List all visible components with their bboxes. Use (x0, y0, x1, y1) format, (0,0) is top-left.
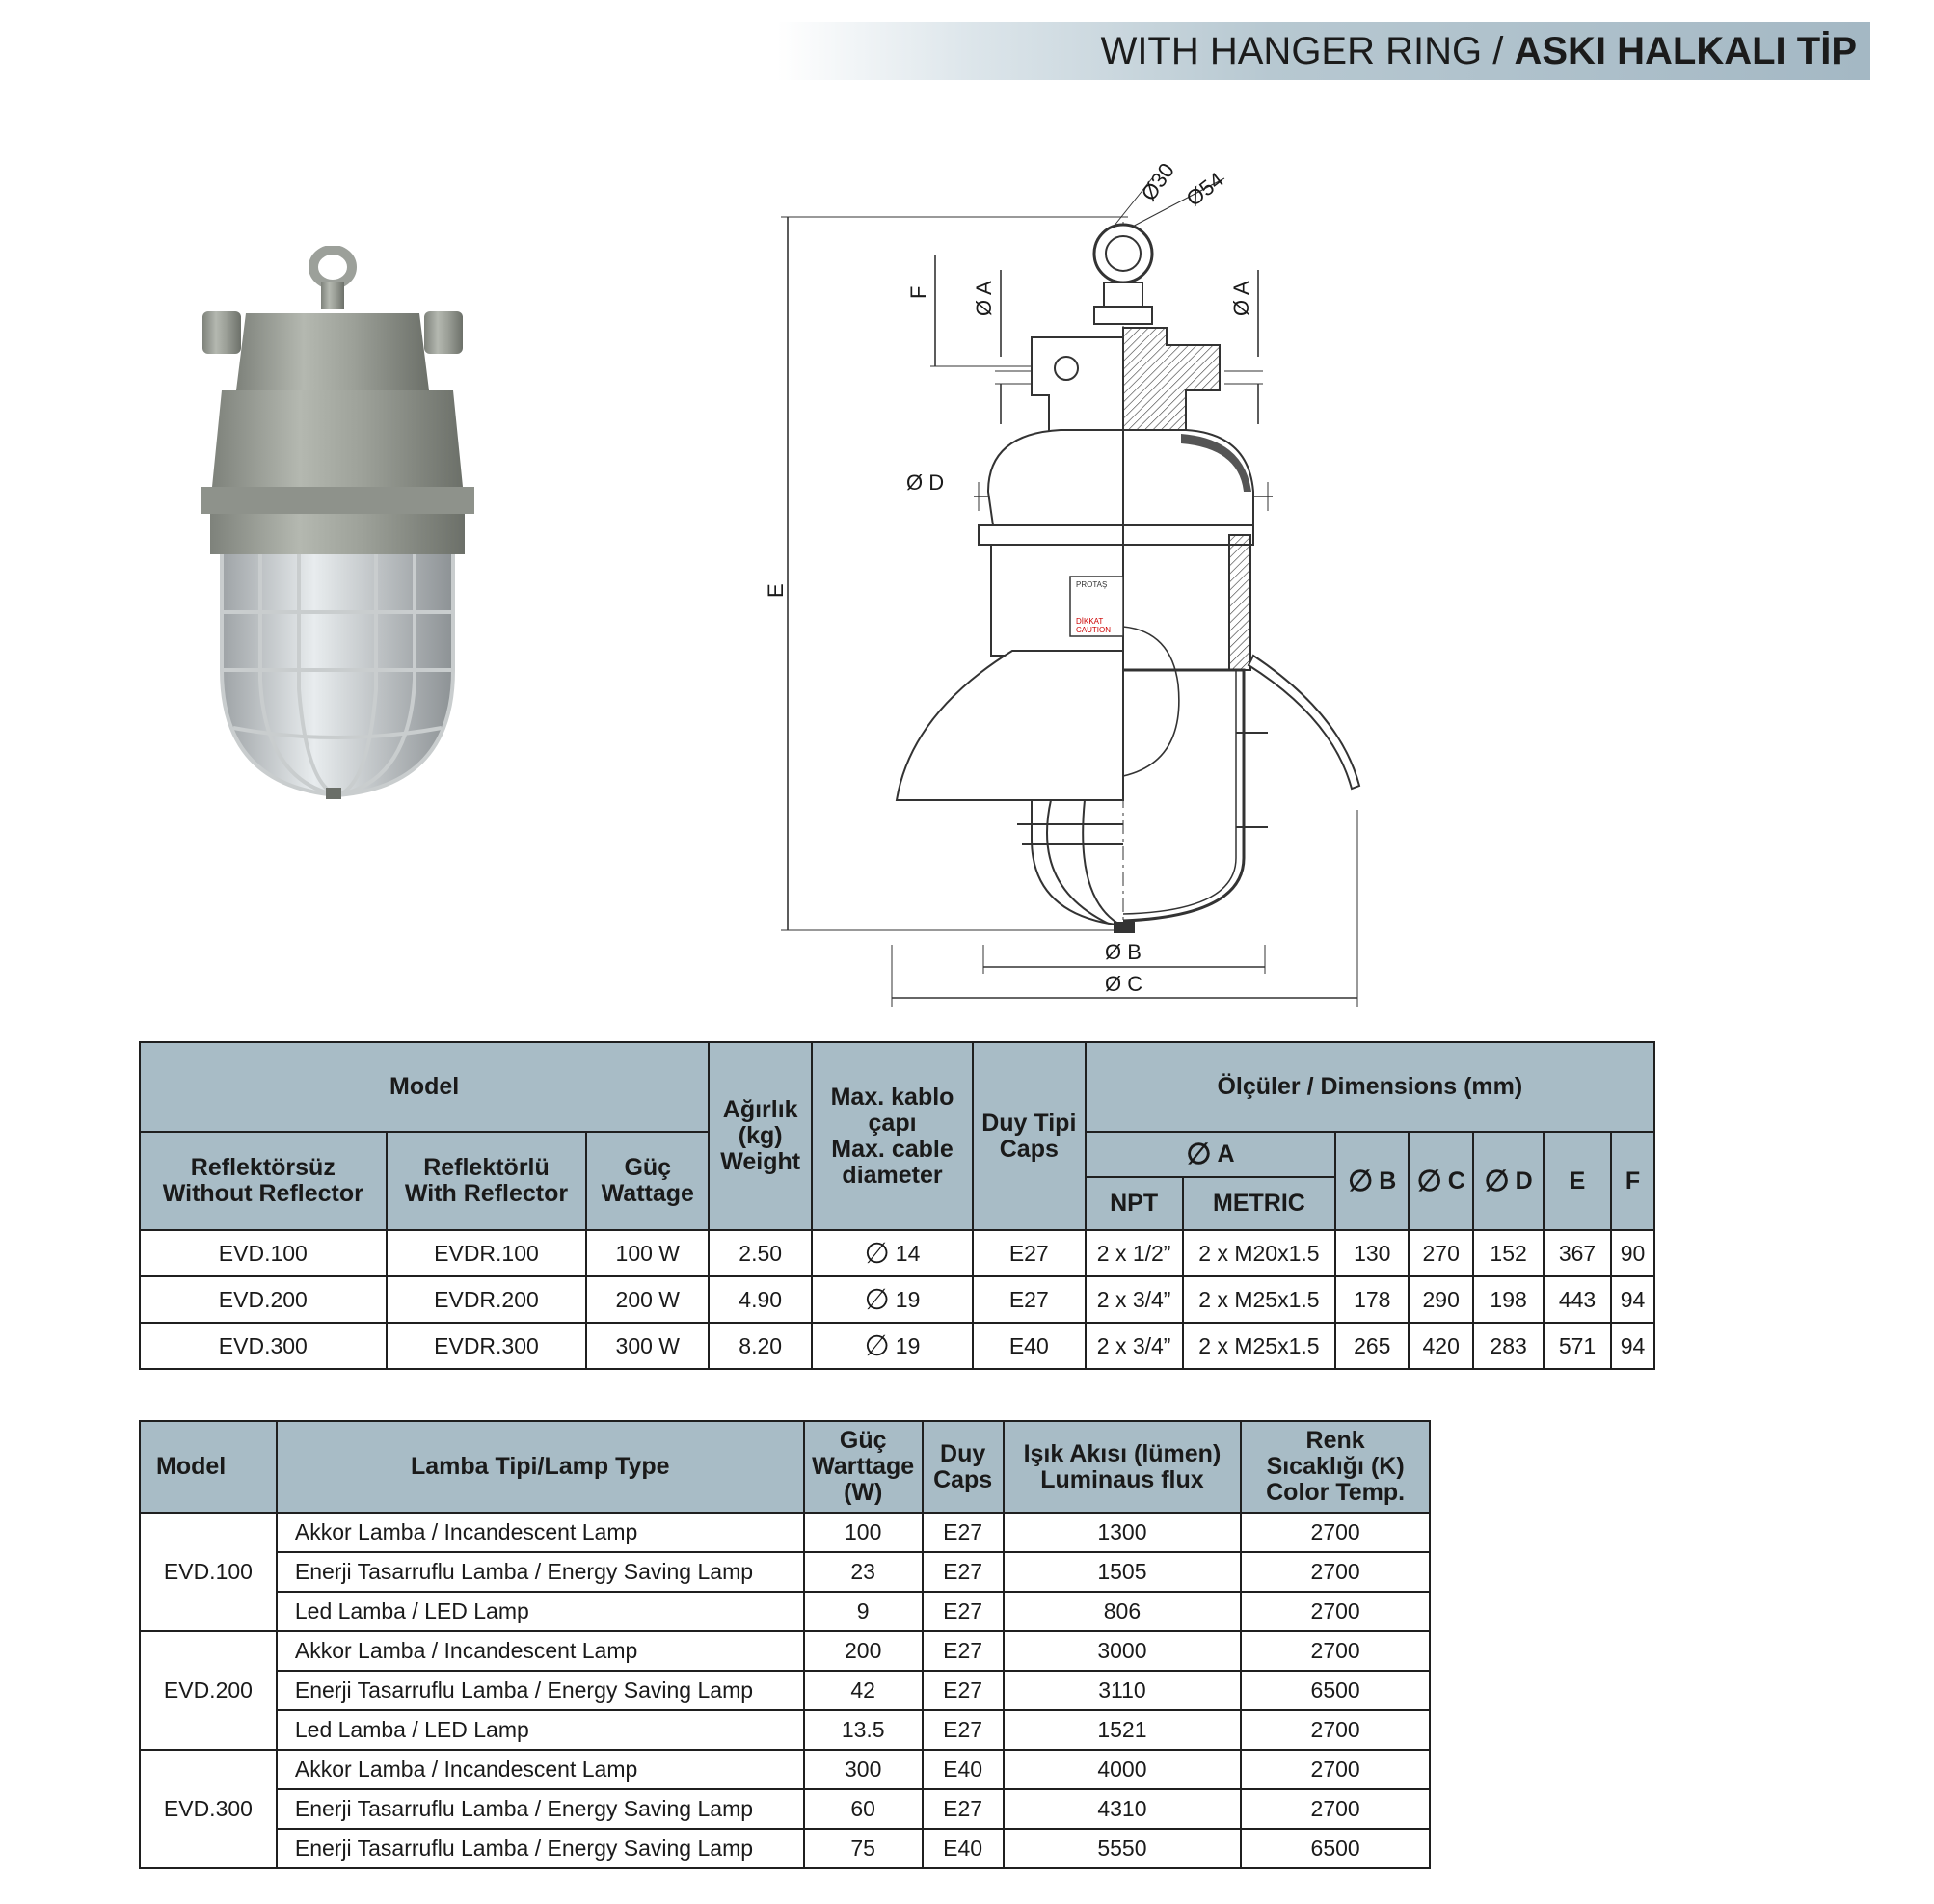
header-wattage: Güç Warttage (W) (804, 1421, 923, 1513)
cell-cable-diameter (812, 1230, 973, 1276)
cell-dia-b: 265 (1335, 1323, 1409, 1369)
cell-without-reflector: EVD.100 (140, 1230, 387, 1276)
technical-drawing (742, 145, 1398, 1012)
cell-lamp-type: Enerji Tasarruflu Lamba / Energy Saving Lamp (277, 1671, 804, 1710)
cell-wattage: 9 (804, 1592, 923, 1631)
cell-wattage: 300 (804, 1750, 923, 1789)
cell-with-reflector: EVDR.100 (387, 1230, 587, 1276)
header-flux: Işık Akısı (lümen) Luminaus flux (1004, 1421, 1242, 1513)
diameter-icon: ∅ (864, 1329, 890, 1362)
cell-model: EVD.300 (140, 1750, 277, 1868)
cell-metric: 2 x M25x1.5 (1183, 1276, 1336, 1323)
cell-flux: 1521 (1004, 1710, 1242, 1750)
cell-dia-b: 178 (1335, 1276, 1409, 1323)
cell-e: 571 (1544, 1323, 1611, 1369)
cell-npt: 2 x 1/2” (1086, 1230, 1183, 1276)
cell-with-reflector: EVDR.200 (387, 1276, 587, 1323)
cell-lamp-type: Led Lamba / LED Lamp (277, 1592, 804, 1631)
header-caps: Duy Caps (923, 1421, 1004, 1513)
cell-color-temp: 6500 (1241, 1671, 1430, 1710)
cell-weight: 8.20 (709, 1323, 812, 1369)
cell-wattage: 100 (804, 1513, 923, 1552)
table-row (140, 1829, 1430, 1868)
label-ring-outer: Ø54 (1181, 167, 1228, 211)
cell-npt: 2 x 3/4” (1086, 1323, 1183, 1369)
cell-dia-d: 198 (1473, 1276, 1544, 1323)
cell-f: 90 (1611, 1230, 1654, 1276)
junction-box (236, 313, 429, 390)
header-caps: Duy Tipi Caps (973, 1042, 1086, 1230)
cell-wattage: 23 (804, 1552, 923, 1592)
cell-cable-diameter (812, 1276, 973, 1323)
housing (212, 390, 463, 487)
cell-without-reflector: EVD.200 (140, 1276, 387, 1323)
table-row (140, 1592, 1430, 1631)
cable-value: 19 (895, 1286, 921, 1312)
header-f: F (1611, 1132, 1654, 1230)
table-row (140, 1710, 1430, 1750)
cell-lamp-type: Enerji Tasarruflu Lamba / Energy Saving Lamp (277, 1789, 804, 1829)
cell-color-temp: 2700 (1241, 1750, 1430, 1789)
cell-with-reflector: EVDR.300 (387, 1323, 587, 1369)
cell-caps: E27 (923, 1513, 1004, 1552)
header-dia-b: ∅ B (1335, 1132, 1409, 1230)
table-row (140, 1230, 1654, 1276)
cell-caps: E40 (923, 1750, 1004, 1789)
nameplate-warning-tr: DİKKAT (1076, 617, 1104, 626)
cell-dia-c: 290 (1409, 1276, 1473, 1323)
dimensions-table (139, 1041, 1655, 1370)
label-dim-a-left: Ø A (972, 281, 996, 316)
cell-cable-diameter (812, 1323, 973, 1369)
cell-weight: 2.50 (709, 1230, 812, 1276)
hanger-ring (313, 250, 352, 284)
cell-color-temp: 6500 (1241, 1829, 1430, 1868)
cable-value: 14 (895, 1240, 921, 1266)
cell-flux: 4000 (1004, 1750, 1242, 1789)
table-row (140, 1789, 1430, 1829)
table-row (140, 1276, 1654, 1323)
table-row (140, 1323, 1654, 1369)
header-with-reflector: Reflektörlü With Reflector (387, 1132, 587, 1230)
cell-caps: E27 (923, 1710, 1004, 1750)
header-metric: METRIC (1183, 1177, 1336, 1230)
cell-lamp-type: Akkor Lamba / Incandescent Lamp (277, 1631, 804, 1671)
cell-model: EVD.200 (140, 1631, 277, 1750)
label-dim-e: E (764, 583, 788, 598)
cell-caps: E27 (973, 1276, 1086, 1323)
product-photo (193, 246, 482, 834)
cell-e: 367 (1544, 1230, 1611, 1276)
cell-dia-d: 283 (1473, 1323, 1544, 1369)
table-row (140, 1671, 1430, 1710)
cell-color-temp: 2700 (1241, 1592, 1430, 1631)
diameter-icon: ∅ (864, 1237, 890, 1270)
table-row (140, 1513, 1430, 1552)
cell-flux: 3000 (1004, 1631, 1242, 1671)
cell-flux: 3110 (1004, 1671, 1242, 1710)
table-row (140, 1552, 1430, 1592)
cell-caps: E27 (923, 1552, 1004, 1592)
cable-value: 19 (895, 1332, 921, 1358)
header-without-reflector: Reflektörsüz Without Reflector (140, 1132, 387, 1230)
cell-color-temp: 2700 (1241, 1552, 1430, 1592)
cell-wattage: 300 W (586, 1323, 709, 1369)
header-color-temp: Renk Sıcaklığı (K) Color Temp. (1241, 1421, 1430, 1513)
cell-lamp-type: Led Lamba / LED Lamp (277, 1710, 804, 1750)
label-ring-inner: Ø30 (1136, 158, 1179, 205)
header-lamp-type: Lamba Tipi/Lamp Type (277, 1421, 804, 1513)
cell-metric: 2 x M20x1.5 (1183, 1230, 1336, 1276)
cell-wattage: 200 W (586, 1276, 709, 1323)
cell-dia-c: 420 (1409, 1323, 1473, 1369)
cell-caps: E27 (923, 1789, 1004, 1829)
cell-f: 94 (1611, 1323, 1654, 1369)
page-title (1101, 30, 1857, 72)
cell-flux: 5550 (1004, 1829, 1242, 1868)
cell-e: 443 (1544, 1276, 1611, 1323)
header-npt: NPT (1086, 1177, 1183, 1230)
header-dia-c: ∅ C (1409, 1132, 1473, 1230)
cell-caps: E27 (923, 1592, 1004, 1631)
table-row (140, 1750, 1430, 1789)
nameplate-brand: PROTAŞ (1076, 580, 1108, 589)
cell-caps: E27 (923, 1671, 1004, 1710)
cell-color-temp: 2700 (1241, 1513, 1430, 1552)
cell-wattage: 75 (804, 1829, 923, 1868)
header-dia-a: ∅ A (1086, 1132, 1336, 1177)
header-e: E (1544, 1132, 1611, 1230)
label-dim-f: F (906, 285, 930, 299)
cell-weight: 4.90 (709, 1276, 812, 1323)
cell-color-temp: 2700 (1241, 1710, 1430, 1750)
cell-caps: E40 (923, 1829, 1004, 1868)
cell-without-reflector: EVD.300 (140, 1323, 387, 1369)
header-dia-d: ∅ D (1473, 1132, 1544, 1230)
header-cable: Max. kablo çapı Max. cable diameter (812, 1042, 973, 1230)
cell-f: 94 (1611, 1276, 1654, 1323)
diameter-icon: ∅ (864, 1283, 890, 1316)
cell-lamp-type: Enerji Tasarruflu Lamba / Energy Saving Lamp (277, 1552, 804, 1592)
header-model: Model (140, 1421, 277, 1513)
cell-lamp-type: Enerji Tasarruflu Lamba / Energy Saving Lamp (277, 1829, 804, 1868)
cell-dia-d: 152 (1473, 1230, 1544, 1276)
cell-wattage: 60 (804, 1789, 923, 1829)
header-dimensions: Ölçüler / Dimensions (mm) (1086, 1042, 1654, 1132)
cell-color-temp: 2700 (1241, 1789, 1430, 1829)
cell-lamp-type: Akkor Lamba / Incandescent Lamp (277, 1750, 804, 1789)
label-dim-d: Ø D (906, 470, 945, 495)
header-weight: Ağırlık (kg) Weight (709, 1042, 812, 1230)
label-dim-b: Ø B (1105, 940, 1142, 964)
cell-wattage: 100 W (586, 1230, 709, 1276)
cell-caps: E27 (973, 1230, 1086, 1276)
table-row (140, 1631, 1430, 1671)
cell-wattage: 13.5 (804, 1710, 923, 1750)
cell-flux: 1300 (1004, 1513, 1242, 1552)
nameplate-warning-en: CAUTION (1076, 626, 1111, 634)
cell-caps: E27 (923, 1631, 1004, 1671)
title-bold: ASKI HALKALI TİP (1514, 30, 1857, 72)
label-dim-a-right: Ø A (1229, 281, 1253, 316)
header-model: Model (140, 1042, 709, 1132)
label-dim-c: Ø C (1105, 972, 1143, 996)
cell-flux: 1505 (1004, 1552, 1242, 1592)
cell-caps: E40 (973, 1323, 1086, 1369)
header-wattage: Güç Wattage (586, 1132, 709, 1230)
cell-wattage: 42 (804, 1671, 923, 1710)
header-banner (777, 22, 1870, 80)
cell-model: EVD.100 (140, 1513, 277, 1631)
cell-metric: 2 x M25x1.5 (1183, 1323, 1336, 1369)
cell-dia-c: 270 (1409, 1230, 1473, 1276)
cell-flux: 4310 (1004, 1789, 1242, 1829)
cell-npt: 2 x 3/4” (1086, 1276, 1183, 1323)
cell-color-temp: 2700 (1241, 1631, 1430, 1671)
lamp-types-table (139, 1420, 1431, 1869)
cell-dia-b: 130 (1335, 1230, 1409, 1276)
title-regular: WITH HANGER RING / (1100, 30, 1515, 72)
cell-lamp-type: Akkor Lamba / Incandescent Lamp (277, 1513, 804, 1552)
cell-flux: 806 (1004, 1592, 1242, 1631)
cell-wattage: 200 (804, 1631, 923, 1671)
glass-globe (222, 554, 453, 793)
